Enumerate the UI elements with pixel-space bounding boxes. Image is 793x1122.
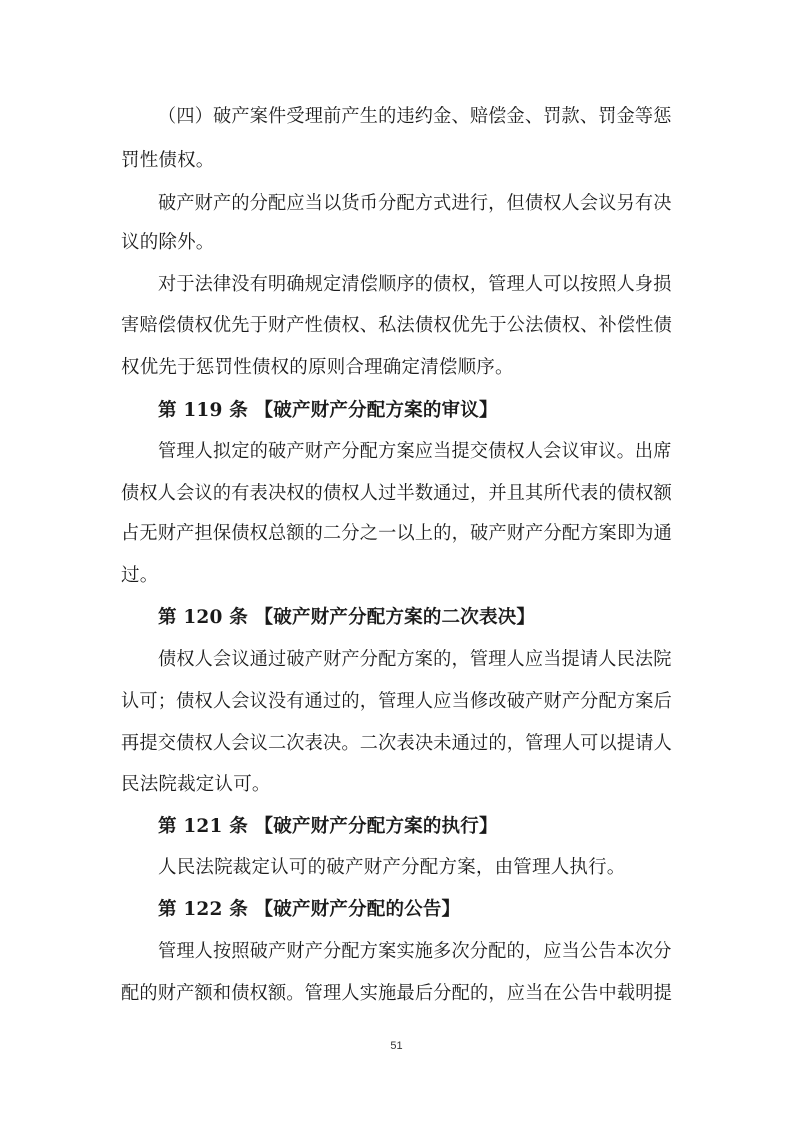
paragraph-line <box>0 479 793 509</box>
paragraph-line <box>0 770 793 800</box>
article-heading <box>0 812 793 842</box>
line-text: 管理人按照破产财产分配方案实施多次分配的，应当公告本次分 <box>158 941 672 962</box>
line-text: 权优先于惩罚性债权的原则合理确定清偿顺序。 <box>121 357 514 378</box>
paragraph-line <box>0 979 793 1009</box>
line-text: 再提交债权人会议二次表决。二次表决未通过的，管理人可以提请人 <box>121 733 673 754</box>
article-heading <box>0 895 793 925</box>
line-text: 害赔偿债权优先于财产性债权、私法债权优先于公法债权、补偿性债 <box>121 315 673 336</box>
paragraph-line <box>0 937 793 967</box>
paragraph-line <box>0 270 793 300</box>
heading-text: 第 121 条 【破产财产分配方案的执行】 <box>158 816 498 837</box>
article-heading <box>0 396 793 426</box>
line-text: 管理人拟定的破产财产分配方案应当提交债权人会议审议。出席 <box>158 441 672 462</box>
heading-text: 第 122 条 【破产财产分配的公告】 <box>158 899 461 920</box>
article-heading <box>0 603 793 633</box>
line-text: 债权人会议通过破产财产分配方案的，管理人应当提请人民法院 <box>158 649 672 670</box>
line-text: 民法院裁定认可。 <box>121 774 271 795</box>
paragraph-line <box>0 228 793 258</box>
paragraph-line <box>0 561 793 591</box>
paragraph-line <box>0 645 793 675</box>
line-text: 罚性债权。 <box>121 150 215 171</box>
paragraph-line <box>0 519 793 549</box>
line-text: 破产财产的分配应当以货币分配方式进行，但债权人会议另有决 <box>158 193 672 214</box>
line-text: 议的除外。 <box>121 232 215 253</box>
paragraph-line <box>0 353 793 383</box>
line-text: （四）破产案件受理前产生的违约金、赔偿金、罚款、罚金等惩 <box>158 106 672 127</box>
paragraph-line <box>0 687 793 717</box>
paragraph-line <box>0 189 793 219</box>
paragraph-line <box>0 146 793 176</box>
line-text: 人民法院裁定认可的破产财产分配方案，由管理人执行。 <box>158 857 626 878</box>
line-text: 过。 <box>121 565 159 586</box>
line-text: 占无财产担保债权总额的二分之一以上的，破产财产分配方案即为通 <box>121 523 673 544</box>
line-text: 债权人会议的有表决权的债权人过半数通过，并且其所代表的债权额 <box>121 483 673 504</box>
line-text: 认可；债权人会议没有通过的，管理人应当修改破产财产分配方案后 <box>121 691 673 712</box>
paragraph-line <box>0 437 793 467</box>
paragraph-line <box>0 311 793 341</box>
heading-text: 第 119 条 【破产财产分配方案的审议】 <box>158 400 498 421</box>
page-number: 51 <box>390 1040 403 1052</box>
paragraph-line <box>0 853 793 883</box>
line-text: 配的财产额和债权额。管理人实施最后分配的，应当在公告中载明提 <box>121 983 673 1004</box>
line-text: 对于法律没有明确规定清偿顺序的债权，管理人可以按照人身损 <box>158 274 672 295</box>
paragraph-line <box>0 729 793 759</box>
heading-text: 第 120 条 【破产财产分配方案的二次表决】 <box>158 607 536 628</box>
paragraph-line <box>0 102 793 132</box>
